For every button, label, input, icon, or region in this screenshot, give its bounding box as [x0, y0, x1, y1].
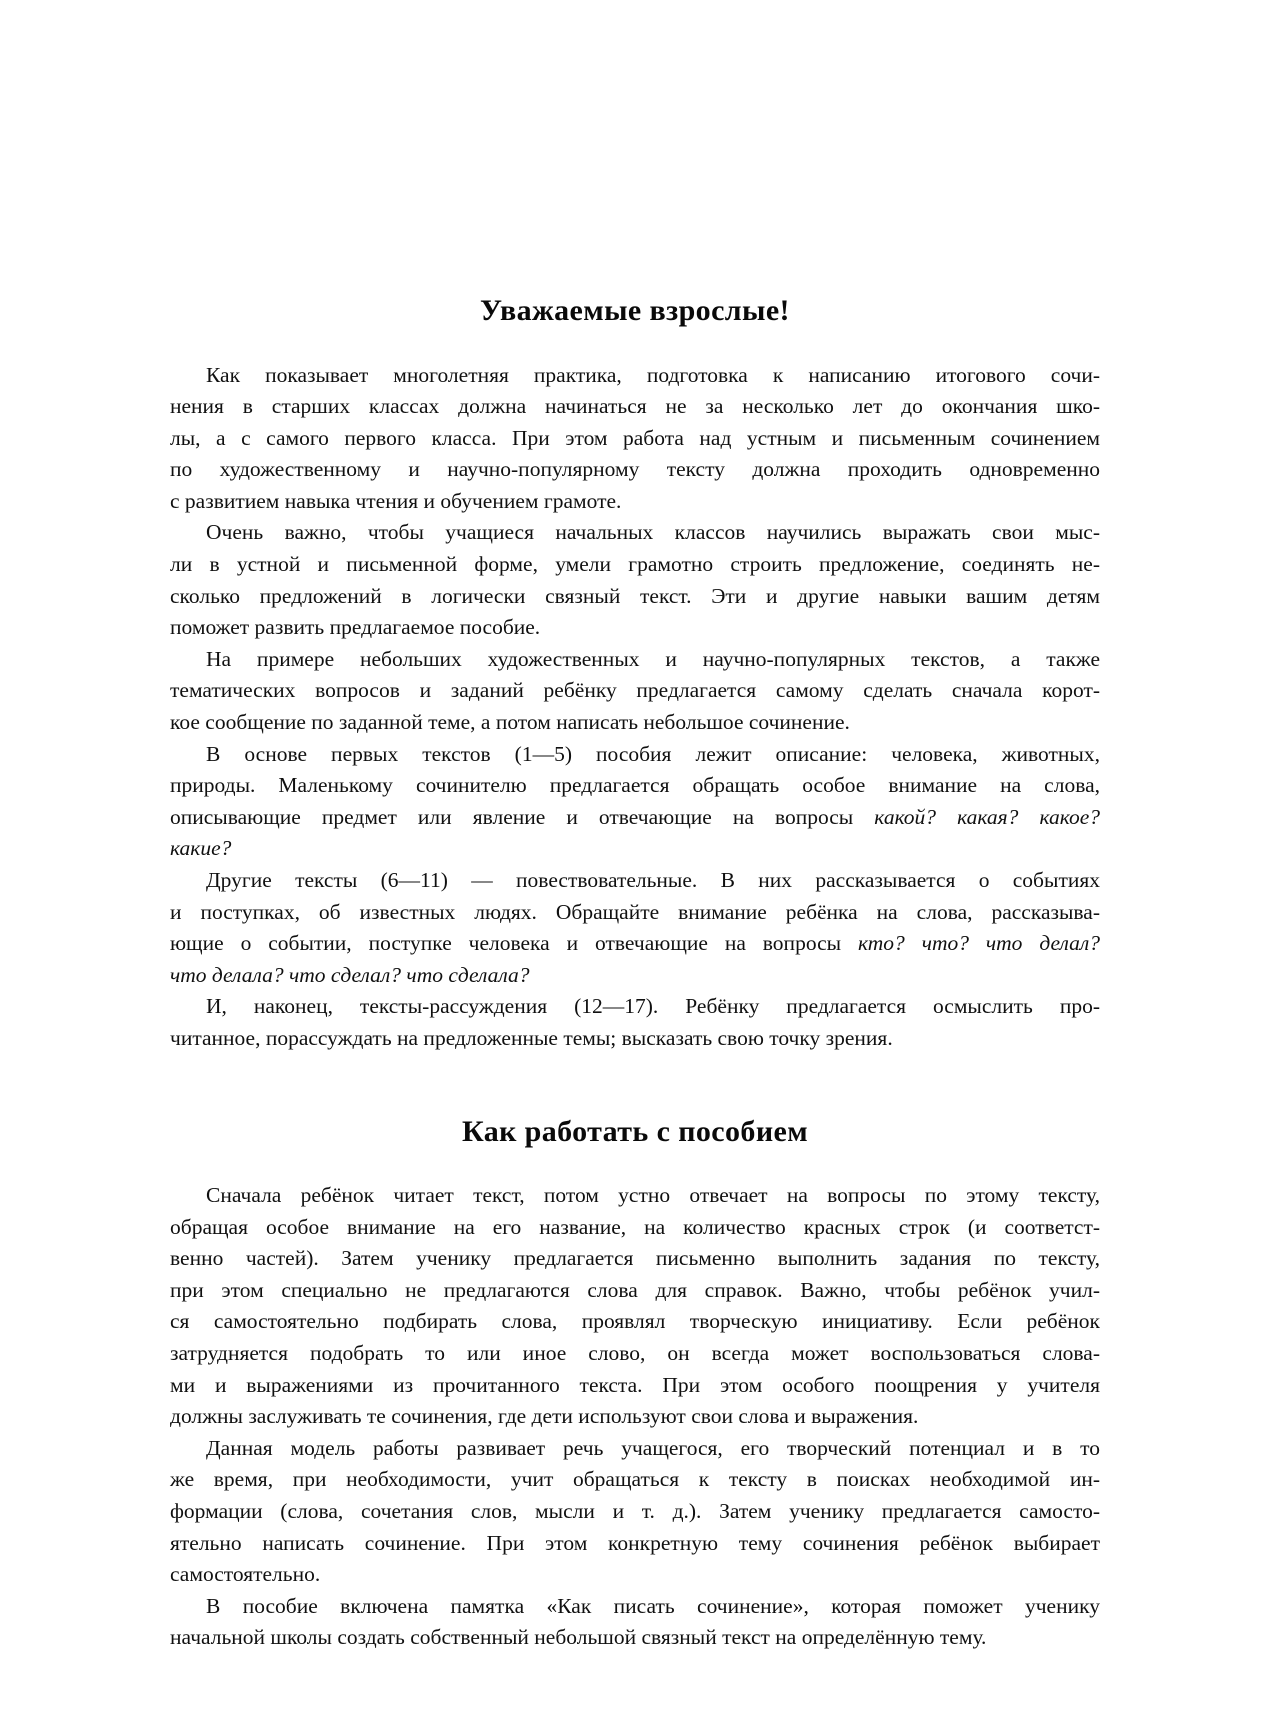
- italic-question-words: что делала? что сделал? что сделала?: [170, 962, 530, 987]
- text-line: поможет развить предлагаемое пособие.: [170, 615, 541, 640]
- paragraph-p4: [170, 739, 1100, 865]
- text-line: венно частей). Затем ученику предлагается письменно выполнить задания по тексту,: [170, 1246, 1100, 1271]
- text-line: кое сообщение по заданной теме, а потом написать небольшое сочинение.: [170, 710, 850, 735]
- italic-question-words: какой? какая? какое?: [874, 804, 1100, 829]
- text-line: сколько предложений в логически связный текст. Эти и другие навыки вашим детям: [170, 583, 1100, 608]
- text-line: лы, а с самого первого класса. При этом работа над устным и письменным сочинением: [170, 425, 1100, 450]
- text-line: формации (слова, сочетания слов, мысли и т. д.). Затем ученику предлагается самосто-: [170, 1499, 1100, 1523]
- text-line: Очень важно, чтобы учащиеся начальных классов научились выражать свои мыс-: [206, 520, 1100, 545]
- italic-question-words: кто? что? что делал?: [858, 931, 1100, 956]
- text-line: начальной школы создать собственный небольшой связный текст на определённую тему.: [170, 1625, 987, 1650]
- paragraph-p5: [170, 865, 1100, 991]
- italic-question-words: какие?: [170, 836, 232, 861]
- text-line-with-italic: [170, 928, 1100, 960]
- text-run: ющие о событии, поступке человека и отвечающие на вопросы: [170, 931, 858, 956]
- section-heading-kak-rabotat-s-posobiem: Как работать с пособием: [461, 1114, 809, 1148]
- paragraph-p3: [170, 644, 1100, 739]
- section-body-1: [170, 360, 1100, 1055]
- text-line: природы. Маленькому сочинителю предлагается обращать особое внимание на слова,: [170, 773, 1100, 798]
- text-line: по художественному и научно-популярному тексту должна проходить одновременно: [170, 457, 1100, 482]
- text-line: Данная модель работы развивает речь учащегося, его творческий потенциал и в то: [206, 1435, 1100, 1460]
- paragraph-p7: [170, 1180, 1100, 1433]
- text-line: ли в устной и письменной форме, умели грамотно строить предложение, соединять не-: [170, 552, 1100, 577]
- text-line: Другие тексты (6—11) — повествовательные. В них рассказывается о событиях: [206, 868, 1100, 892]
- text-line: ся самостоятельно подбирать слова, проявлял творческую инициативу. Если ребёнок: [170, 1309, 1100, 1334]
- text-line: нения в старших классах должна начинаться не за несколько лет до окончания шко-: [170, 394, 1100, 419]
- text-line: И, наконец, тексты-рассуждения (12—17). Ребёнку предлагается осмыслить про-: [206, 994, 1100, 1019]
- paragraph-p8: [170, 1433, 1100, 1591]
- paragraph-p6: [170, 991, 1100, 1054]
- text-line: В основе первых текстов (1—5) пособия лежит описание: человека, животных,: [206, 741, 1100, 766]
- text-line: самостоятельно.: [170, 1562, 321, 1587]
- text-line: Сначала ребёнок читает текст, потом устно отвечает на вопросы по этому тексту,: [206, 1183, 1100, 1208]
- text-run: описывающие предмет или явление и отвечающие на вопросы: [170, 804, 875, 829]
- text-line: должны заслуживать те сочинения, где дети используют свои слова и выражения.: [170, 1404, 919, 1429]
- paragraph-p1: [170, 360, 1100, 518]
- page-content-column: [170, 0, 1100, 1654]
- text-line: В пособие включена памятка «Как писать сочинение», которая поможет ученику: [206, 1593, 1100, 1618]
- text-line: же время, при необходимости, учит обращаться к тексту в поисках необходимой ин-: [170, 1467, 1100, 1492]
- text-line-with-italic: [170, 802, 1100, 834]
- text-line: затрудняется подобрать то или иное слово, он всегда может воспользоваться слова-: [170, 1341, 1100, 1366]
- text-line: На примере небольших художественных и научно-популярных текстов, а также: [206, 646, 1100, 671]
- text-line: ми и выражениями из прочитанного текста. При этом особого поощрения у учителя: [170, 1372, 1100, 1397]
- text-line: и поступках, об известных людях. Обращайте внимание ребёнка на слова, рассказыва-: [170, 899, 1100, 924]
- text-line: с развитием навыка чтения и обучением грамоте.: [170, 488, 622, 513]
- paragraph-p9: [170, 1591, 1100, 1654]
- paragraph-p2: [170, 517, 1100, 643]
- text-line: ятельно написать сочинение. При этом конкретную тему сочинения ребёнок выбирает: [170, 1530, 1100, 1555]
- text-line: читанное, порассуждать на предложенные темы; высказать свою точку зрения.: [170, 1025, 893, 1050]
- text-line: при этом специально не предлагаются слова для справок. Важно, чтобы ребёнок учил-: [170, 1277, 1100, 1302]
- section-heading-uvazhaemye-vzroslye: Уважаемые взрослые!: [480, 294, 790, 327]
- section-body-2: [170, 1180, 1100, 1654]
- text-line: обращая особое внимание на его название, на количество красных строк (и соответст-: [170, 1214, 1100, 1239]
- text-line: Как показывает многолетняя практика, подготовка к написанию итогового сочи-: [206, 362, 1100, 387]
- text-line: тематических вопросов и заданий ребёнку предлагается самому сделать сначала корот-: [170, 678, 1100, 703]
